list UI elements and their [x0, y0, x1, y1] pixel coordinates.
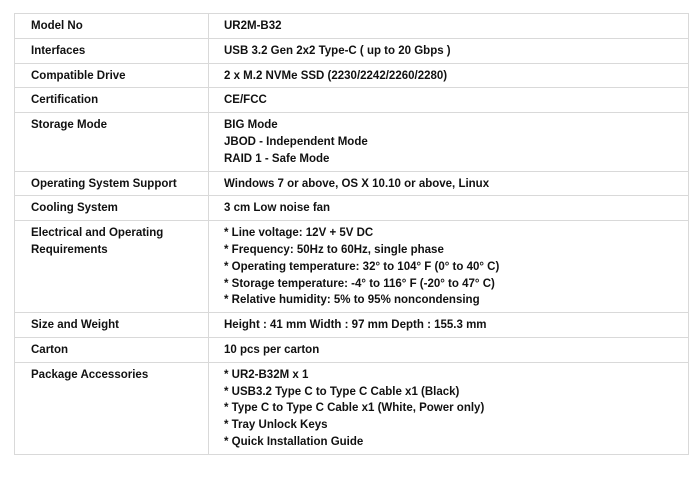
spec-value-line: JBOD - Independent Mode: [224, 135, 368, 148]
spec-value: [209, 362, 689, 454]
spec-value-line: * Tray Unlock Keys: [224, 419, 328, 432]
spec-value-line: * Storage temperature: -4° to 116° F (-20° to 47° C): [224, 277, 495, 290]
spec-value-line: BIG Mode: [224, 119, 278, 132]
spec-row-cooling-system: [15, 196, 689, 221]
spec-value: [209, 313, 689, 338]
spec-value-line: RAID 1 - Safe Mode: [224, 152, 330, 165]
spec-row-carton: [15, 337, 689, 362]
spec-value-line: * Line voltage: 12V + 5V DC: [224, 227, 374, 240]
spec-table: [14, 13, 689, 455]
spec-label: Model No: [15, 14, 209, 39]
spec-row-operating-system: [15, 171, 689, 196]
spec-row-interfaces: [15, 38, 689, 63]
spec-label: Package Accessories: [15, 362, 209, 454]
spec-label: Cooling System: [15, 196, 209, 221]
spec-value-line: 2 x M.2 NVMe SSD (2230/2242/2260/2280): [224, 69, 448, 82]
spec-value: [209, 196, 689, 221]
spec-value: [209, 63, 689, 88]
spec-value-line: Windows 7 or above, OS X 10.10 or above, Linux: [224, 177, 490, 190]
spec-value-line: * Operating temperature: 32° to 104° F (0° to 40° C): [224, 260, 500, 273]
spec-value-line: USB 3.2 Gen 2x2 Type-C ( up to 20 Gbps ): [224, 44, 451, 57]
spec-label: Operating System Support: [15, 171, 209, 196]
spec-value-line: * Quick Installation Guide: [224, 435, 364, 448]
spec-row-model-no: [15, 14, 689, 39]
spec-value-line: CE/FCC: [224, 94, 267, 107]
spec-value: [209, 221, 689, 313]
spec-label: Electrical and Operating Requirements: [15, 221, 209, 313]
spec-label: Interfaces: [15, 38, 209, 63]
spec-value-line: 3 cm Low noise fan: [224, 202, 331, 215]
spec-value-line: * UR2-B32M x 1: [224, 368, 309, 381]
spec-row-compatible-drive: [15, 63, 689, 88]
spec-value-line: Height : 41 mm Width : 97 mm Depth : 155.3 mm: [224, 319, 487, 332]
spec-label: Certification: [15, 88, 209, 113]
spec-value-line: * Type C to Type C Cable x1 (White, Power only): [224, 402, 485, 415]
spec-row-electrical: [15, 221, 689, 313]
spec-row-storage-mode: [15, 113, 689, 171]
spec-value-line: * USB3.2 Type C to Type C Cable x1 (Black): [224, 385, 460, 398]
spec-label: Carton: [15, 337, 209, 362]
spec-value-line: UR2M-B32: [224, 20, 282, 32]
spec-row-package-accessories: [15, 362, 689, 454]
spec-value-line: 10 pcs per carton: [224, 343, 320, 356]
spec-row-certification: [15, 88, 689, 113]
spec-value-line: * Relative humidity: 5% to 95% noncondensing: [224, 294, 480, 307]
spec-value: [209, 38, 689, 63]
spec-label: Size and Weight: [15, 313, 209, 338]
spec-value: [209, 113, 689, 171]
spec-label: Compatible Drive: [15, 63, 209, 88]
spec-table-body: [15, 14, 689, 455]
spec-value: [209, 88, 689, 113]
spec-value: [209, 171, 689, 196]
spec-label: Storage Mode: [15, 113, 209, 171]
spec-value: [209, 14, 689, 39]
spec-value: [209, 337, 689, 362]
spec-row-size-weight: [15, 313, 689, 338]
spec-value-line: * Frequency: 50Hz to 60Hz, single phase: [224, 243, 444, 256]
